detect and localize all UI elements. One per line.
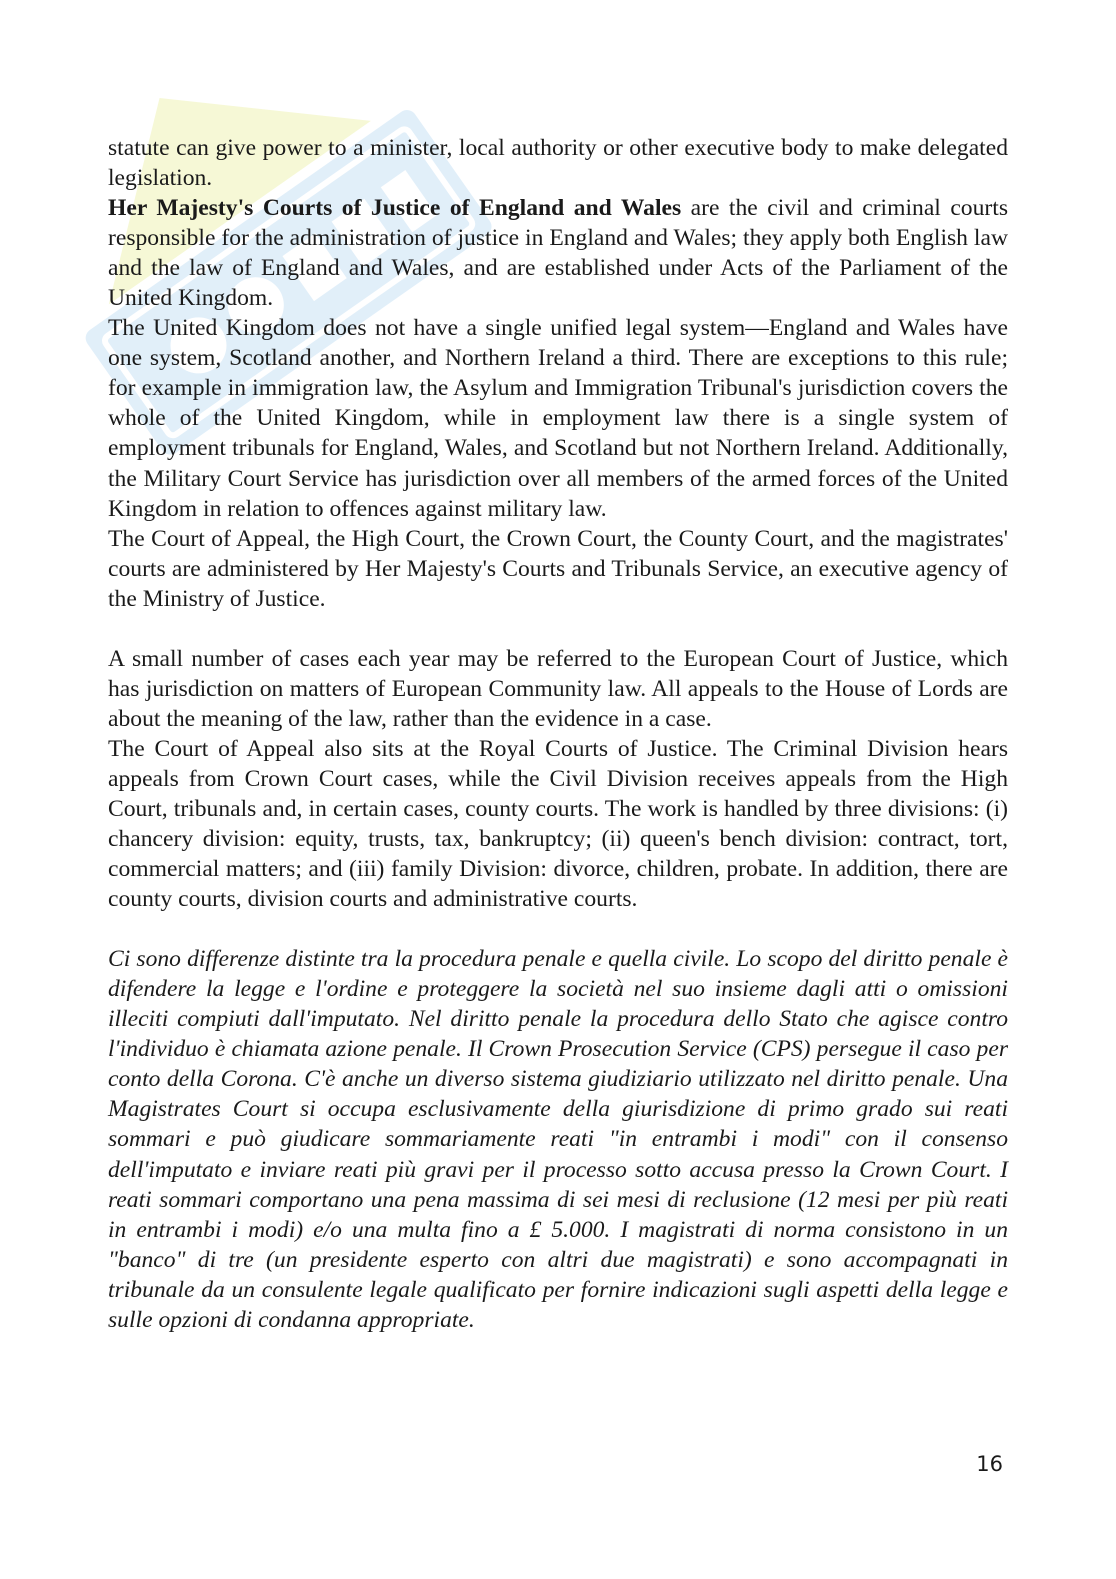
paragraph-3	[108, 313, 1008, 523]
paragraph-7-italic	[108, 944, 1008, 1335]
paragraph-4	[108, 524, 1008, 614]
document-body	[108, 133, 1008, 1335]
paragraph-gap	[108, 914, 1008, 944]
paragraph-6-text: The Court of Appeal also sits at the Royal Courts of Justice. The Criminal Division hears appeals from Crown Court cases, while the Civil Division receives appeals from the High Court, tribunals and, in certain cases, county courts. The work is handled by three divisions: (i) chancery division: equity, trusts, tax, bankruptcy; (ii) queen's bench division: contract, tort, commercial matters; and (iii) family Division: divorce, children, probate. In addition, there are county courts, division courts and administrative courts.	[108, 735, 1008, 913]
paragraph-7-text: Ci sono differenze distinte tra la procedura penale e quella civile. Lo scopo del diritto penale è difendere la legge e l'ordine e proteggere la società nel suo insieme dagli atti o omissioni illeciti compiuti dall'imputato. Nel diritto penale la procedura dello Stato che agisce contro l'individuo è chiamata azione penale. Il Crown Prosecution Service (CPS) persegue il caso per conto della Corona. C'è anche un diverso sistema giudiziario utilizzato nel diritto penale. Una Magistrates Court si occupa esclusivamente della giurisdizione di primo grado sui reati sommari e può giudicare sommariamente reati "in entrambi i modi" con il consenso dell'imputato e inviare reati più gravi per il processo sotto accusa presso la Crown Court. I reati sommari comportano una pena massima di sei mesi di reclusione (12 mesi per più reati in entrambi i modi) e/o una multa fino a £ 5.000. I magistrati di norma consistono in un "banco" di tre (un presidente esperto con altri due magistrati) e sono accompagnati in tribunale da un consulente legale qualificato per fornire indicazioni sugli aspetti della legge e sulle opzioni di condanna appropriate.	[108, 946, 1008, 1333]
paragraph-2	[108, 193, 1008, 313]
paragraph-1-text: statute can give power to a minister, local authority or other executive body to make delegated legislation.	[108, 135, 1008, 192]
paragraph-1	[108, 133, 1008, 193]
paragraph-2-bold-lead: Her Majesty's Courts of Justice of England and Wales	[108, 195, 682, 222]
paragraph-4-text: The Court of Appeal, the High Court, the Crown Court, the County Court, and the magistrates' courts are administered by Her Majesty's Courts and Tribunals Service, an executive agency of the Ministry of Justice.	[108, 525, 1008, 612]
paragraph-gap	[108, 614, 1008, 644]
paragraph-5-text: A small number of cases each year may be referred to the European Court of Justice, which has jurisdiction on matters of European Community law. All appeals to the House of Lords are about the meaning of the law, rather than the evidence in a case.	[108, 645, 1008, 732]
paragraph-6	[108, 734, 1008, 914]
paragraph-2-text: are the civil and criminal courts responsible for the administration of justice in England and Wales; they apply both English law and the law of England and Wales, and are established under Acts of the Parliament of the United Kingdom.	[108, 195, 1008, 312]
page-number: 16	[976, 1452, 1003, 1476]
paragraph-5	[108, 644, 1008, 734]
paragraph-3-text: The United Kingdom does not have a single unified legal system—England and Wales have one system, Scotland another, and Northern Ireland a third. There are exceptions to this rule; for example in immigration law, the Asylum and Immigration Tribunal's jurisdiction covers the whole of the United Kingdom, while in employment law there is a single system of employment tribunals for England, Wales, and Scotland but not Northern Ireland. Additionally, the Military Court Service has jurisdiction over all members of the armed forces of the United Kingdom in relation to offences against military law.	[108, 315, 1008, 522]
